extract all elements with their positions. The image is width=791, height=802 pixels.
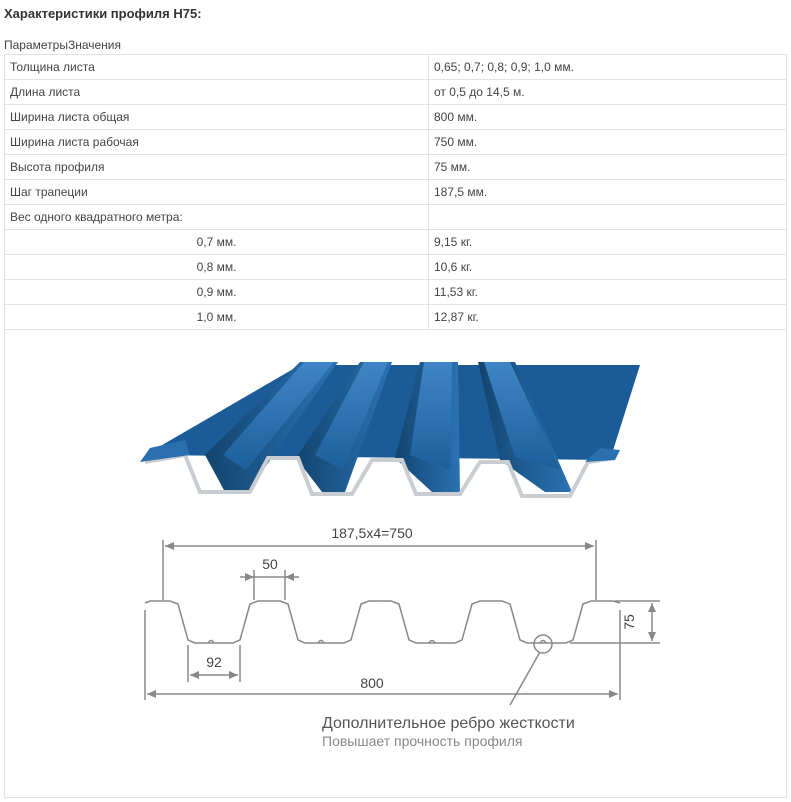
dim-total-label: 800 — [360, 675, 384, 691]
value-cell: 11,53 кг. — [429, 280, 787, 305]
rib-caption-title: Дополнительное ребро жесткости — [322, 715, 575, 732]
value-cell: 12,87 кг. — [429, 305, 787, 330]
value-cell: 9,15 кг. — [429, 230, 787, 255]
page-title: Характеристики профиля Н75: — [4, 6, 202, 21]
profile-drawing — [145, 540, 660, 705]
rib-highlight-circle — [534, 635, 552, 653]
param-cell: Высота профиля — [5, 155, 429, 180]
value-cell: 75 мм. — [429, 155, 787, 180]
value-cell: от 0,5 до 14,5 м. — [429, 80, 787, 105]
rib-caption-sub: Повышает прочность профиля — [322, 733, 523, 749]
param-cell: Ширина листа рабочая — [5, 130, 429, 155]
dim-bottom-label: 92 — [206, 654, 222, 670]
param-cell: Шаг трапеции — [5, 180, 429, 205]
param-cell: 1,0 мм. — [5, 305, 429, 330]
value-cell: 750 мм. — [429, 130, 787, 155]
stiffening-ribs — [208, 641, 546, 644]
param-cell: 0,8 мм. — [5, 255, 429, 280]
dim-pitch-label: 187,5х4=750 — [331, 525, 413, 541]
value-cell: 0,65; 0,7; 0,8; 0,9; 1,0 мм. — [429, 55, 787, 80]
param-cell: Толщина листа — [5, 55, 429, 80]
param-cell: Вес одного квадратного метра: — [5, 205, 429, 230]
table-header: ПараметрыЗначения — [4, 38, 122, 52]
value-cell: 800 мм. — [429, 105, 787, 130]
param-cell: 0,9 мм. — [5, 280, 429, 305]
sheet-3d-render — [140, 362, 640, 496]
param-cell: Ширина листа общая — [5, 105, 429, 130]
param-cell: 0,7 мм. — [5, 230, 429, 255]
dim-top-label: 50 — [262, 556, 278, 572]
leader-line — [510, 652, 540, 705]
param-cell: Длина листа — [5, 80, 429, 105]
value-cell: 187,5 мм. — [429, 180, 787, 205]
dim-height-label: 75 — [621, 614, 637, 630]
value-cell: 10,6 кг. — [429, 255, 787, 280]
